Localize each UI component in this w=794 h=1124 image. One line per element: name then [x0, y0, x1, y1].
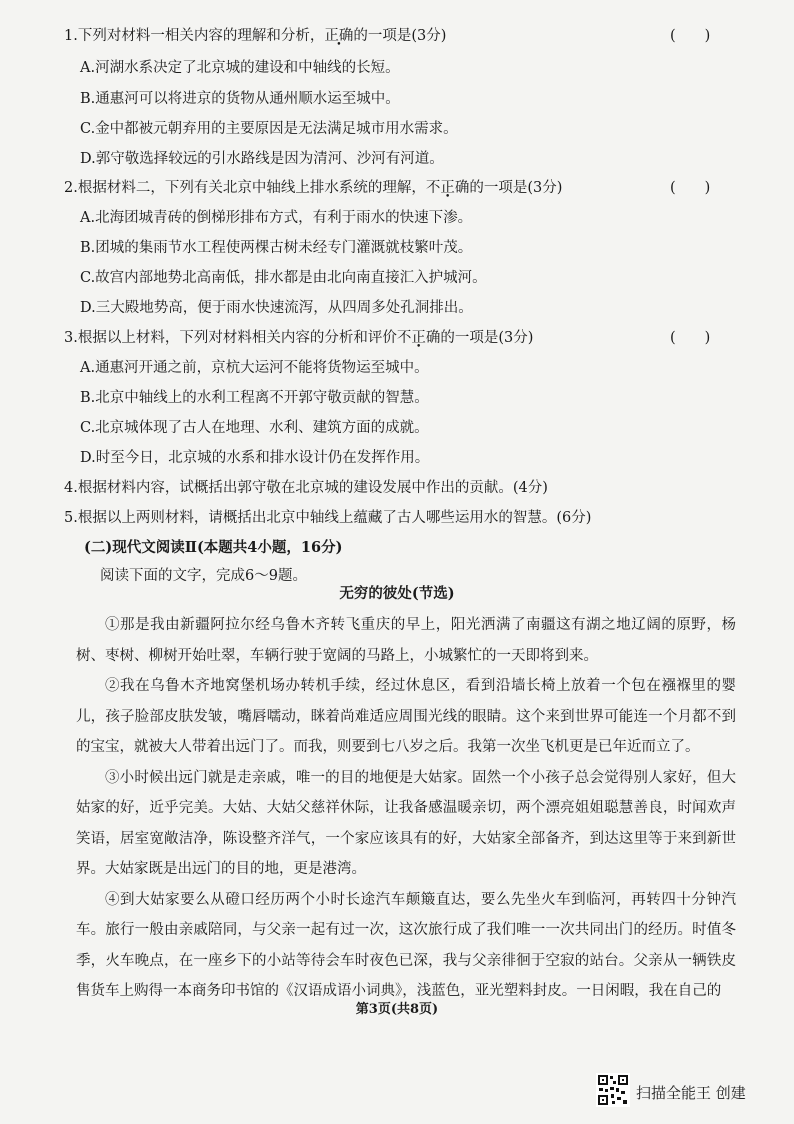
paragraph-4: ④到大姑家要么从磴口经历两个小时长途汽车颠簸直达，要么先坐火车到临河，再转四十分钟汽车。旅行一般由亲戚陪同，与父亲一起有过一次，这次旅行成了我们唯一一次共同出门的经历。时值冬季，火车晚点，在一座乡下的小站等待会车时夜色已深，我与父亲徘徊于空寂的站台。父亲从一辆铁皮售货车上购得一本商务印书馆的《汉语成语小词典》，浅蓝色，亚光塑料封皮。一日闲暇，我在自己的 — [76, 891, 736, 999]
question-stem: 的一项是(3分) — [440, 330, 534, 346]
question-stem: 的一项是(3分) — [353, 28, 447, 44]
emphasis-text: 正确 — [324, 28, 354, 44]
paragraph-3: ③小时候出远门就是走亲戚，唯一的目的地便是大姑家。固然一个小孩子总会觉得别人家好，但大姑家的好，近乎完美。大姑、大姑父慈祥休际，让我备感温暖亲切，两个漂亮姐姐聪慧善良，时闻欢声笑语，居室宽敞洁净，陈设整齐洋气，一个家应该具有的好，大姑家全部备齐，到达这里等于来到新世界。大姑家既是出远门的目的地，更是港湾。 — [76, 769, 736, 877]
option-a: A.通惠河开通之前，京杭大运河不能将货物运至城中。 — [80, 360, 429, 376]
option-a: A.河湖水系决定了北京城的建设和中轴线的长短。 — [80, 60, 400, 76]
paragraph-1: ①那是我由新疆阿拉尔经乌鲁木齐转飞重庆的早上，阳光洒满了南疆这有湖之地辽阔的原野，杨树、枣树、柳树开始吐翠，车辆行驶于宽阔的马路上，小城繁忙的一天即将到来。 — [76, 617, 736, 664]
option-d: D.三大殿地势高，便于雨水快速流泻，从四周多处孔洞排出。 — [80, 300, 473, 316]
page-number: 第3页(共8页) — [355, 1002, 439, 1017]
question-3 — [64, 326, 714, 347]
emphasis-text: 不正确 — [425, 180, 470, 196]
section-heading: (二)现代文阅读Ⅱ(本题共4小题，16分) — [84, 539, 343, 556]
option-d: D.时至今日，北京城的水系和排水设计仍在发挥作用。 — [80, 450, 430, 466]
scanner-watermark: 扫描全能王 创建 — [636, 1084, 746, 1102]
question-stem: 的一项是(3分) — [469, 180, 563, 196]
answer-paren: ( ) — [670, 28, 711, 44]
option-c: C.北京城体现了古人在地理、水利、建筑方面的成就。 — [80, 420, 429, 436]
question-4: 4.根据材料内容，试概括出郭守敬在北京城的建设发展中作出的贡献。(4分) — [64, 480, 548, 496]
paragraph-2: ②我在乌鲁木齐地窝堡机场办转机手续，经过休息区，看到沿墙长椅上放着一个包在襁褓里的婴儿，孩子脸部皮肤发皱，嘴唇嚅动，眯着尚难适应周围光线的眼睛。这个来到世界可能连一个月都不到的宝宝，就被大人带着出远门了。而我，则要到七八岁之后。我第一次坐飞机更是已年近而立了。 — [76, 678, 736, 755]
answer-paren: ( ) — [670, 180, 711, 196]
question-5: 5.根据以上两则材料，请概括出北京中轴线上蕴藏了古人哪些运用水的智慧。(6分) — [64, 510, 592, 526]
option-b: B.北京中轴线上的水利工程离不开郭守敬贡献的智慧。 — [80, 390, 429, 406]
option-c: C.故宫内部地势北高南低，排水都是由北向南直接汇入护城河。 — [80, 270, 487, 286]
reading-instruction: 阅读下面的文字，完成6～9题。 — [100, 568, 307, 584]
option-a: A.北海团城青砖的倒梯形排布方式，有利于雨水的快速下渗。 — [80, 210, 473, 226]
passage-title: 无穷的彼处(节选) — [339, 585, 455, 602]
option-b: B.团城的集雨节水工程使两棵古树未经专门灌溉就枝繁叶茂。 — [80, 240, 473, 256]
question-2 — [64, 176, 714, 197]
answer-paren: ( ) — [670, 330, 711, 346]
option-c: C.金中都被元朝弃用的主要原因是无法满足城市用水需求。 — [80, 121, 458, 137]
qr-code-icon — [596, 1073, 630, 1107]
question-stem: 2.根据材料二，下列有关北京中轴线上排水系统的理解， — [64, 180, 426, 196]
passage-body — [76, 610, 736, 1007]
option-b: B.通惠河可以将进京的货物从通州顺水运至城中。 — [80, 91, 400, 107]
emphasis-text: 不正确 — [396, 330, 441, 346]
question-stem: 3.根据以上材料，下列对材料相关内容的分析和评价 — [64, 330, 397, 346]
question-stem: 1.下列对材料一相关内容的理解和分析， — [64, 28, 325, 44]
question-1 — [64, 24, 714, 45]
option-d: D.郭守敬选择较远的引水路线是因为清河、沙河有河道。 — [80, 151, 444, 167]
